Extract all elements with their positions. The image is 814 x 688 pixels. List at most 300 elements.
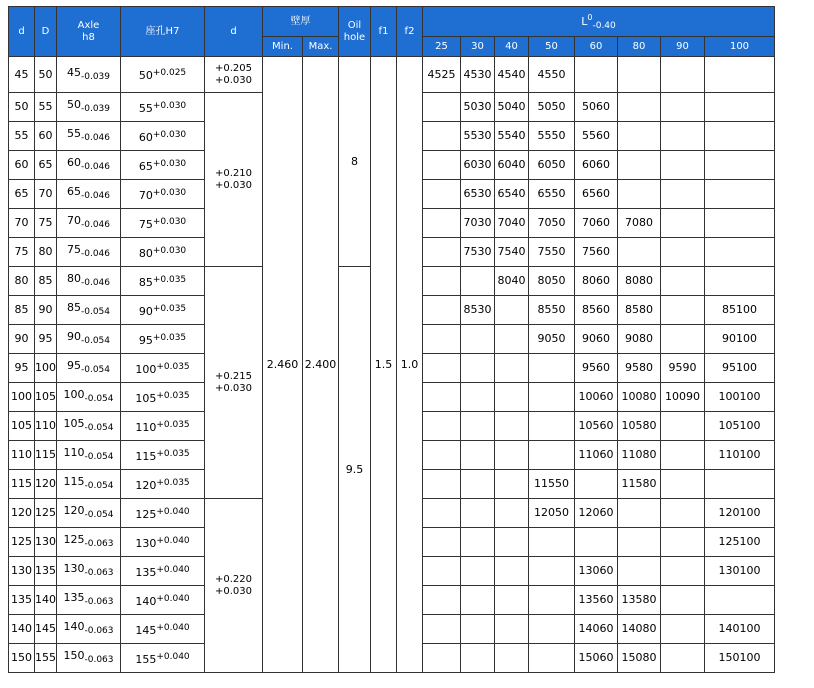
cell-bore (121, 151, 205, 180)
bore-nominal: 115 (135, 449, 157, 463)
cell-D: 75 (35, 209, 57, 238)
cell-length: 11080 (618, 441, 661, 470)
cell-bore (121, 528, 205, 557)
bore-tolerance: +0.030 (152, 245, 187, 256)
bore-tolerance: +0.030 (152, 129, 187, 140)
cell-length (661, 528, 705, 557)
cell-length: 90100 (705, 325, 775, 354)
bore-nominal: 50 (138, 69, 153, 82)
cell-bore (121, 441, 205, 470)
cell-length (495, 441, 529, 470)
cell-length (495, 557, 529, 586)
cell-length: 7050 (529, 209, 575, 238)
bushing-dimension-table (8, 6, 775, 673)
cell-D: 130 (35, 528, 57, 557)
cell-length: 6560 (575, 180, 618, 209)
cell-axle (57, 180, 121, 209)
bore-nominal: 105 (135, 391, 157, 405)
cell-length: 6030 (461, 151, 495, 180)
cell-length (661, 296, 705, 325)
cell-length (529, 615, 575, 644)
bore-nominal: 65 (138, 159, 153, 173)
cell-length: 125100 (705, 528, 775, 557)
cell-length: 13580 (618, 586, 661, 615)
bore-nominal: 60 (138, 130, 153, 144)
cell-D: 55 (35, 93, 57, 122)
cell-bore (121, 383, 205, 412)
header-oil-line2: hole (343, 31, 366, 43)
cell-length (661, 499, 705, 528)
cell-d-tolerance (205, 57, 263, 93)
cell-length (461, 441, 495, 470)
cell-length (661, 122, 705, 151)
cell-length (423, 354, 461, 383)
cell-d: 80 (9, 267, 35, 296)
cell-length: 6060 (575, 151, 618, 180)
cell-length: 15080 (618, 644, 661, 673)
header-d: d (9, 7, 35, 57)
cell-length: 6530 (461, 180, 495, 209)
cell-length (495, 528, 529, 557)
cell-length: 10060 (575, 383, 618, 412)
cell-axle (57, 470, 121, 499)
bore-nominal: 90 (138, 304, 153, 318)
bore-nominal: 85 (138, 275, 153, 289)
header-length-col: 25 (423, 37, 461, 57)
cell-D: 120 (35, 470, 57, 499)
cell-length: 4525 (423, 57, 461, 93)
cell-length (705, 470, 775, 499)
cell-length: 8040 (495, 267, 529, 296)
cell-length (423, 470, 461, 499)
header-oil-line1: Oil (347, 19, 362, 31)
cell-bore (121, 557, 205, 586)
cell-length: 110100 (705, 441, 775, 470)
cell-wall-min: 2.460 (263, 57, 303, 673)
bore-tolerance: +0.040 (156, 622, 190, 633)
bore-nominal: 55 (138, 101, 153, 115)
cell-oil-hole: 8 (339, 57, 371, 267)
cell-length: 7560 (575, 238, 618, 267)
cell-length (423, 586, 461, 615)
cell-length (529, 557, 575, 586)
cell-length (495, 586, 529, 615)
cell-bore (121, 644, 205, 673)
cell-length: 5550 (529, 122, 575, 151)
axle-nominal: 105 (63, 417, 85, 430)
cell-length: 5040 (495, 93, 529, 122)
cell-d: 75 (9, 238, 35, 267)
cell-d: 60 (9, 151, 35, 180)
cell-d: 135 (9, 586, 35, 615)
axle-tolerance: -0.063 (84, 597, 114, 607)
axle-tolerance: -0.063 (84, 539, 114, 549)
cell-axle (57, 528, 121, 557)
cell-length: 130100 (705, 557, 775, 586)
cell-D: 125 (35, 499, 57, 528)
header-length-sub: -0.40 (592, 20, 616, 31)
cell-length (495, 615, 529, 644)
cell-length (461, 586, 495, 615)
bore-tolerance: +0.040 (156, 535, 190, 546)
cell-length (423, 499, 461, 528)
bore-nominal: 120 (135, 478, 157, 492)
header-length-col: 30 (461, 37, 495, 57)
cell-length (661, 615, 705, 644)
header-length-col: 80 (618, 37, 661, 57)
cell-length (661, 470, 705, 499)
cell-d: 115 (9, 470, 35, 499)
cell-length: 7530 (461, 238, 495, 267)
cell-d: 95 (9, 354, 35, 383)
cell-length (661, 441, 705, 470)
cell-axle (57, 296, 121, 325)
cell-length (461, 325, 495, 354)
cell-d: 110 (9, 441, 35, 470)
cell-D: 70 (35, 180, 57, 209)
header-length-sup: 0 (587, 12, 593, 22)
bore-nominal: 130 (135, 536, 157, 550)
cell-length (705, 57, 775, 93)
cell-length (618, 151, 661, 180)
cell-axle (57, 586, 121, 615)
header-axle-line2: h8 (82, 31, 95, 43)
cell-length (705, 122, 775, 151)
cell-length: 5530 (461, 122, 495, 151)
bore-tolerance: +0.030 (152, 158, 187, 169)
header-length-col: 40 (495, 37, 529, 57)
cell-D: 145 (35, 615, 57, 644)
cell-length (423, 383, 461, 412)
cell-bore (121, 499, 205, 528)
cell-length: 7060 (575, 209, 618, 238)
cell-length (461, 644, 495, 673)
axle-tolerance: -0.054 (84, 481, 114, 491)
cell-D: 115 (35, 441, 57, 470)
bore-nominal: 75 (138, 217, 153, 231)
cell-length: 8050 (529, 267, 575, 296)
cell-length (705, 180, 775, 209)
cell-d: 150 (9, 644, 35, 673)
cell-length (705, 209, 775, 238)
axle-tolerance: -0.039 (80, 104, 110, 114)
axle-tolerance: -0.046 (80, 162, 110, 172)
cell-axle (57, 557, 121, 586)
d-tolerance-lower: +0.030 (214, 585, 252, 597)
cell-length: 85100 (705, 296, 775, 325)
axle-tolerance: -0.039 (80, 71, 110, 82)
cell-length (705, 93, 775, 122)
axle-tolerance: -0.054 (80, 365, 110, 375)
cell-length (529, 354, 575, 383)
d-tolerance-lower: +0.030 (214, 74, 252, 86)
cell-D: 60 (35, 122, 57, 151)
cell-length: 6550 (529, 180, 575, 209)
cell-D: 80 (35, 238, 57, 267)
cell-axle (57, 441, 121, 470)
cell-length: 7040 (495, 209, 529, 238)
cell-length (461, 615, 495, 644)
cell-length (461, 383, 495, 412)
bore-tolerance: +0.025 (152, 68, 187, 78)
cell-length (661, 180, 705, 209)
cell-length (461, 528, 495, 557)
bore-nominal: 155 (135, 652, 157, 666)
cell-length (618, 499, 661, 528)
bore-tolerance: +0.030 (152, 100, 187, 111)
axle-nominal: 85 (66, 301, 81, 314)
cell-length: 10560 (575, 412, 618, 441)
cell-length (618, 528, 661, 557)
bore-tolerance: +0.035 (156, 448, 190, 459)
cell-length (423, 296, 461, 325)
cell-length (423, 209, 461, 238)
cell-length: 5060 (575, 93, 618, 122)
bore-nominal: 70 (138, 188, 153, 202)
cell-length: 5030 (461, 93, 495, 122)
axle-tolerance: -0.063 (84, 655, 114, 665)
bore-tolerance: +0.040 (156, 564, 190, 575)
cell-length: 8080 (618, 267, 661, 296)
cell-length (461, 557, 495, 586)
cell-length: 10090 (661, 383, 705, 412)
cell-axle (57, 209, 121, 238)
bore-nominal: 140 (135, 594, 157, 608)
cell-d: 65 (9, 180, 35, 209)
cell-length (423, 557, 461, 586)
cell-D: 140 (35, 586, 57, 615)
cell-length: 11060 (575, 441, 618, 470)
cell-axle (57, 354, 121, 383)
cell-axle (57, 93, 121, 122)
cell-D: 110 (35, 412, 57, 441)
cell-D: 105 (35, 383, 57, 412)
bore-nominal: 95 (138, 333, 153, 347)
cell-d-tolerance (205, 93, 263, 267)
axle-tolerance: -0.054 (84, 423, 114, 433)
cell-length (423, 180, 461, 209)
axle-tolerance: -0.054 (80, 307, 110, 317)
bore-tolerance: +0.040 (156, 593, 190, 604)
cell-f1: 1.5 (371, 57, 397, 673)
cell-length: 6540 (495, 180, 529, 209)
cell-d-tolerance (205, 267, 263, 499)
cell-length (575, 528, 618, 557)
header-length-col: 100 (705, 37, 775, 57)
cell-length (705, 267, 775, 296)
cell-length (661, 238, 705, 267)
cell-length: 9560 (575, 354, 618, 383)
axle-nominal: 50 (66, 98, 81, 111)
cell-length (529, 383, 575, 412)
cell-length: 14060 (575, 615, 618, 644)
cell-bore (121, 122, 205, 151)
cell-length (661, 151, 705, 180)
axle-nominal: 70 (66, 214, 81, 227)
cell-D: 95 (35, 325, 57, 354)
axle-tolerance: -0.054 (80, 336, 110, 346)
bore-tolerance: +0.035 (156, 390, 190, 401)
cell-length: 9050 (529, 325, 575, 354)
axle-nominal: 90 (66, 330, 81, 343)
bore-tolerance: +0.040 (156, 506, 190, 517)
cell-length (495, 644, 529, 673)
cell-bore (121, 470, 205, 499)
table-body (9, 57, 775, 673)
cell-length (705, 151, 775, 180)
bore-tolerance: +0.030 (152, 216, 187, 227)
d-tolerance-upper: +0.220 (214, 573, 252, 585)
header-length-col: 90 (661, 37, 705, 57)
cell-length (495, 325, 529, 354)
cell-length: 13060 (575, 557, 618, 586)
cell-length (661, 93, 705, 122)
cell-d: 55 (9, 122, 35, 151)
axle-tolerance: -0.054 (84, 510, 114, 520)
cell-length (618, 557, 661, 586)
cell-length (495, 412, 529, 441)
cell-length (661, 557, 705, 586)
d-tolerance-upper: +0.215 (214, 370, 252, 382)
bore-tolerance: +0.035 (152, 332, 187, 343)
bore-tolerance: +0.040 (156, 651, 190, 662)
cell-D: 155 (35, 644, 57, 673)
cell-length (423, 122, 461, 151)
cell-d: 100 (9, 383, 35, 412)
cell-length (529, 644, 575, 673)
cell-length: 11550 (529, 470, 575, 499)
header-axle (57, 7, 121, 57)
cell-D: 85 (35, 267, 57, 296)
cell-length (661, 209, 705, 238)
cell-axle (57, 122, 121, 151)
axle-tolerance: -0.046 (80, 220, 110, 230)
cell-d: 120 (9, 499, 35, 528)
cell-length: 12060 (575, 499, 618, 528)
cell-length (529, 441, 575, 470)
cell-length: 8530 (461, 296, 495, 325)
cell-length: 14080 (618, 615, 661, 644)
d-tolerance-lower: +0.030 (214, 382, 252, 394)
cell-bore (121, 586, 205, 615)
bore-tolerance: +0.035 (152, 274, 187, 285)
cell-length: 7080 (618, 209, 661, 238)
cell-d: 130 (9, 557, 35, 586)
cell-bore (121, 57, 205, 93)
header-f2: f2 (397, 7, 423, 57)
cell-length (705, 238, 775, 267)
cell-length: 8560 (575, 296, 618, 325)
header-axle-line1: Axle (77, 19, 100, 31)
bore-tolerance: +0.035 (152, 303, 187, 314)
cell-bore (121, 238, 205, 267)
cell-length: 105100 (705, 412, 775, 441)
cell-d: 50 (9, 93, 35, 122)
bore-nominal: 135 (135, 565, 157, 579)
cell-bore (121, 209, 205, 238)
cell-length: 10080 (618, 383, 661, 412)
axle-tolerance: -0.063 (84, 626, 114, 636)
cell-axle (57, 151, 121, 180)
cell-length: 150100 (705, 644, 775, 673)
cell-length (618, 57, 661, 93)
header-wall: 壁厚 (263, 7, 339, 37)
cell-length: 95100 (705, 354, 775, 383)
axle-tolerance: -0.046 (80, 133, 110, 143)
cell-length: 7550 (529, 238, 575, 267)
cell-length (461, 267, 495, 296)
axle-nominal: 100 (63, 388, 85, 401)
cell-axle (57, 325, 121, 354)
bore-nominal: 145 (135, 623, 157, 637)
d-tolerance-upper: +0.205 (214, 62, 252, 74)
cell-oil-hole: 9.5 (339, 267, 371, 673)
cell-length (529, 586, 575, 615)
cell-axle (57, 412, 121, 441)
header-wall-min: Min. (263, 37, 303, 57)
axle-nominal: 140 (63, 620, 85, 633)
cell-length: 10580 (618, 412, 661, 441)
cell-length: 100100 (705, 383, 775, 412)
cell-length (618, 238, 661, 267)
header-length-symbol: L (581, 14, 588, 28)
cell-axle (57, 644, 121, 673)
cell-axle (57, 57, 121, 93)
cell-length (495, 499, 529, 528)
cell-length: 8060 (575, 267, 618, 296)
header-wall-max: Max. (303, 37, 339, 57)
cell-axle (57, 499, 121, 528)
axle-nominal: 65 (66, 185, 81, 198)
cell-length (423, 441, 461, 470)
cell-axle (57, 383, 121, 412)
cell-d: 70 (9, 209, 35, 238)
cell-length (661, 586, 705, 615)
bore-tolerance: +0.035 (156, 419, 190, 430)
header-bore: 座孔H7 (121, 7, 205, 57)
header-oil-hole (339, 7, 371, 57)
cell-length: 4550 (529, 57, 575, 93)
bore-nominal: 125 (135, 507, 157, 521)
cell-bore (121, 93, 205, 122)
cell-bore (121, 180, 205, 209)
cell-length (423, 528, 461, 557)
bore-tolerance: +0.035 (156, 361, 190, 372)
cell-length (661, 267, 705, 296)
axle-nominal: 110 (63, 446, 85, 459)
cell-length (575, 470, 618, 499)
table-header (9, 7, 775, 57)
axle-tolerance: -0.046 (80, 249, 110, 259)
cell-bore (121, 296, 205, 325)
cell-length (529, 528, 575, 557)
axle-nominal: 115 (63, 475, 85, 488)
cell-length (661, 644, 705, 673)
cell-length: 120100 (705, 499, 775, 528)
cell-length (661, 412, 705, 441)
cell-length (618, 122, 661, 151)
cell-length (423, 412, 461, 441)
header-d2: d (205, 7, 263, 57)
cell-length: 9580 (618, 354, 661, 383)
cell-length: 5050 (529, 93, 575, 122)
cell-length (575, 57, 618, 93)
cell-d-tolerance (205, 499, 263, 673)
axle-nominal: 60 (66, 156, 81, 169)
cell-d: 90 (9, 325, 35, 354)
cell-length: 4530 (461, 57, 495, 93)
header-length (423, 7, 775, 37)
